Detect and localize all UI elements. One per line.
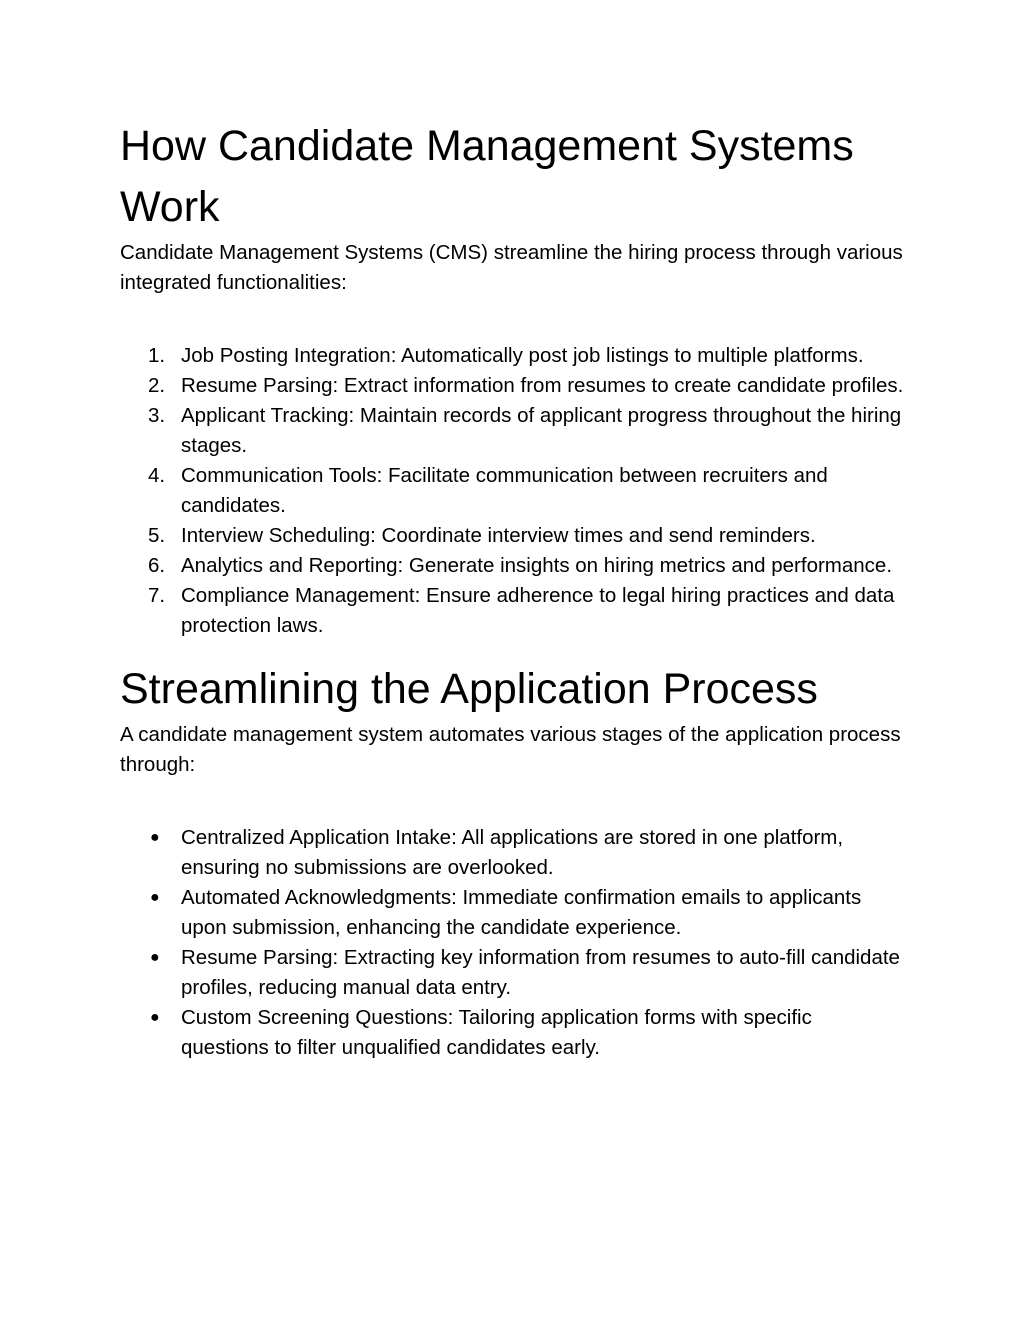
section-heading-how-cms-work: How Candidate Management Systems Work — [120, 122, 854, 231]
list-item-text: Analytics and Reporting: Generate insights on hiring metrics and performance. — [181, 554, 893, 577]
list-number: 2. — [148, 374, 166, 397]
list-item-text: Resume Parsing: Extract information from resumes to create candidate profiles. — [181, 374, 904, 397]
list-item — [120, 341, 905, 371]
bullet-icon: ● — [150, 1009, 160, 1026]
list-item-text: Centralized Application Intake: All applications are stored in one platform, ensuring no submissions are overlooked. — [181, 826, 844, 879]
bullet-list-application-process — [120, 823, 905, 1063]
list-number: 1. — [148, 344, 166, 367]
list-number: 4. — [148, 464, 166, 487]
list-item — [120, 461, 905, 521]
list-number: 5. — [148, 524, 166, 547]
list-number: 6. — [148, 554, 166, 577]
section-intro-cms: Candidate Management Systems (CMS) streamline the hiring process through various integrated functionalities: — [120, 241, 903, 294]
list-item-text: Automated Acknowledgments: Immediate confirmation emails to applicants upon submission, enhancing the candidate experience. — [181, 886, 862, 939]
list-item — [120, 371, 905, 401]
section-intro-streamlining: A candidate management system automates various stages of the application process through: — [120, 723, 901, 776]
list-item — [120, 521, 905, 551]
list-item — [120, 823, 905, 883]
list-item — [120, 581, 905, 641]
list-item — [120, 401, 905, 461]
list-item — [120, 883, 905, 943]
list-item-text: Applicant Tracking: Maintain records of applicant progress throughout the hiring stages. — [181, 404, 902, 457]
bullet-icon: ● — [150, 889, 160, 906]
list-item-text: Job Posting Integration: Automatically post job listings to multiple platforms. — [181, 344, 864, 367]
section-heading-streamlining: Streamlining the Application Process — [120, 665, 818, 713]
list-item — [120, 551, 905, 581]
list-item-text: Resume Parsing: Extracting key information from resumes to auto-fill candidate profiles, reducing manual data entry. — [181, 946, 900, 999]
bullet-icon: ● — [150, 829, 160, 846]
list-item-text: Custom Screening Questions: Tailoring application forms with specific questions to filter unqualified candidates early. — [181, 1006, 812, 1059]
list-item — [120, 943, 905, 1003]
list-item-text: Communication Tools: Facilitate communication between recruiters and candidates. — [181, 464, 828, 517]
numbered-list-cms-functions — [120, 341, 905, 641]
list-item-text: Interview Scheduling: Coordinate interview times and send reminders. — [181, 524, 816, 547]
list-number: 7. — [148, 584, 166, 607]
bullet-icon: ● — [150, 949, 160, 966]
list-item — [120, 1003, 905, 1063]
list-number: 3. — [148, 404, 166, 427]
document-page — [120, 116, 905, 1063]
list-item-text: Compliance Management: Ensure adherence to legal hiring practices and data protection laws. — [181, 584, 895, 637]
